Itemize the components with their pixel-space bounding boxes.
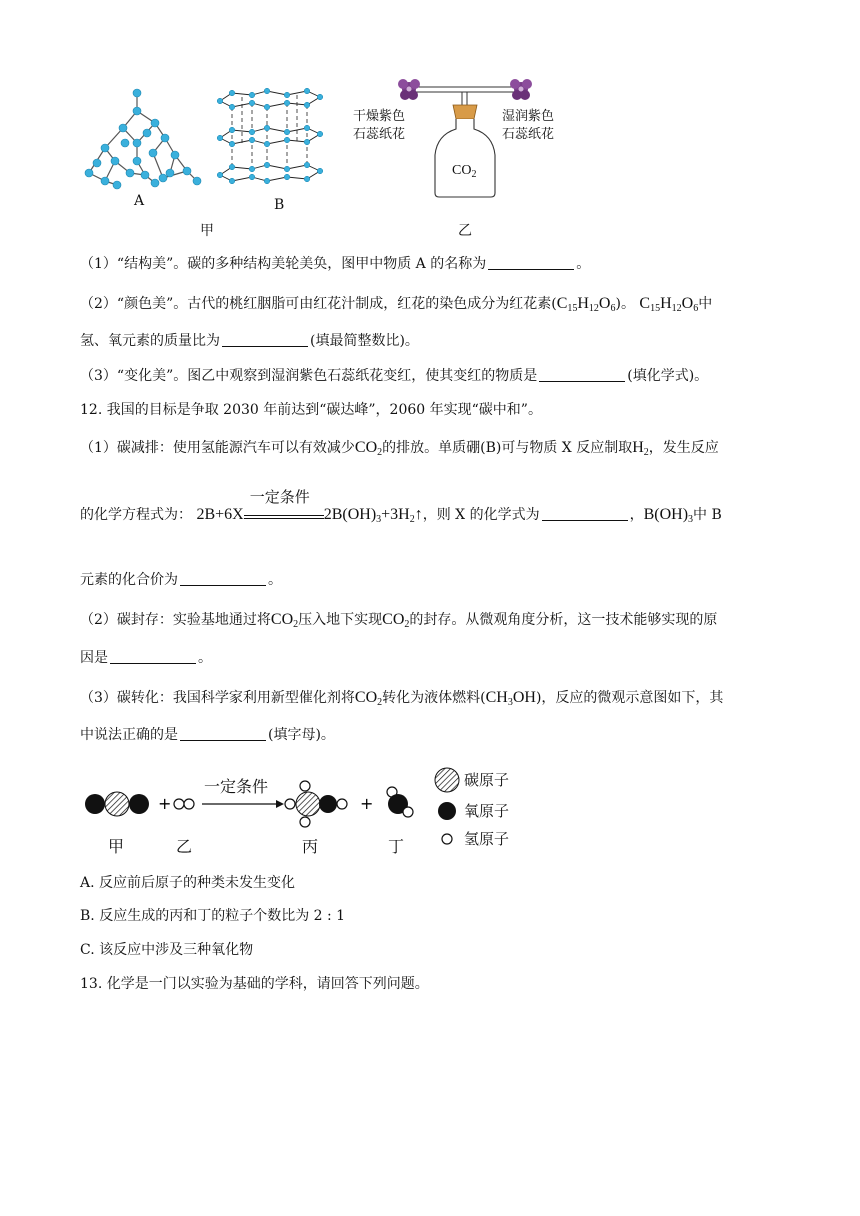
formula-co2: $CO_2$: [354, 439, 383, 458]
formula-c15h12o6-2: $C_{15}H_{12}O_6$: [639, 295, 699, 314]
label-yi-molecule: 乙: [176, 837, 193, 856]
label-jia-molecule: 甲: [108, 837, 125, 856]
label-bing-molecule: 丙: [302, 837, 319, 856]
q11-part2: （2）“颜色美”。古代的桃红胭脂可由红花汁制成，红花的染色成分为红花素$(C_{15}H_{12}O_6)$。 $C_{15}H_{12}O_6$中: [80, 295, 713, 314]
oxygen-atom-icon: [438, 802, 456, 820]
legend-carbon: 碳原子: [464, 771, 510, 789]
carbon-atom-icon: [435, 768, 459, 792]
formula-boh3: $B(OH)_3$: [643, 506, 694, 525]
q12-part1: （1）碳减排：使用氢能源汽车可以有效减少$CO_2$的排放。单质硼(B)可与物质 X 反应制取$H_2$，发生反应: [80, 439, 719, 458]
answer-blank[interactable]: [539, 367, 625, 382]
q12-part3: （3）碳转化：我国科学家利用新型催化剂将$CO_2$转化为液体燃料$(CH_3OH)$，反应的微观示意图如下，其: [80, 689, 724, 708]
label-yi: 乙: [458, 223, 472, 239]
figure-jia-yi: [70, 75, 590, 245]
diamond-structure-illustration: [75, 83, 205, 198]
q13-intro: 13. 化学是一门以实验为基础的学科，请回答下列问题。: [80, 976, 429, 992]
answer-blank[interactable]: [110, 649, 196, 664]
answer-blank[interactable]: [180, 571, 266, 586]
legend-hydrogen: 氢原子: [464, 830, 510, 848]
q11-part3: （3）“变化美”。图乙中观察到湿润紫色石蕊纸花变红，使其变红的物质是 (填化学式)。: [80, 368, 709, 384]
bottle-co2-label: $CO_2$: [452, 163, 477, 180]
svg-text:+: +: [360, 794, 374, 813]
option-B[interactable]: B. 反应生成的丙和丁的粒子个数比为 2 : 1: [80, 908, 346, 924]
graphite-structure-illustration: [212, 83, 327, 198]
wet-flower-caption: 湿润紫色 石蕊纸花: [502, 109, 555, 142]
equation: 2B+6X 一定条件 $2B(OH)_3+3H_2↑$: [196, 488, 423, 525]
label-jia: 甲: [200, 223, 214, 239]
q12-part1c: 元素的化合价为 。: [80, 572, 282, 588]
answer-blank[interactable]: [488, 255, 574, 270]
q12-intro: 12. 我国的目标是争取 2030 年前达到“碳达峰”，2060 年实现“碳中和”。: [80, 402, 542, 418]
q12-part2: （2）碳封存：实验基地通过将$CO_2$压入地下实现$CO_2$的封存。从微观角度分析，这一技术能够实现的原: [80, 611, 718, 630]
hydrogen-atom-icon: [442, 834, 452, 844]
equation-condition: 一定条件: [249, 488, 310, 506]
option-A[interactable]: A. 反应前后原子的种类未发生变化: [80, 875, 296, 891]
svg-text:+: +: [158, 794, 172, 813]
label-ding-molecule: 丁: [388, 837, 405, 856]
q11-part1: （1）“结构美”。碳的多种结构美轮美奂，图甲中物质 A 的名称为 。: [80, 256, 591, 272]
q12-equation-line: 的化学方程式为： 2B+6X 一定条件 $2B(OH)_3+3H_2↑$，则 X 的化学式为 ，$B(OH)_3$中 B: [80, 488, 722, 525]
reaction-diagram: [80, 764, 540, 859]
q11-part2b: 氢、氧元素的质量比为 (填最简整数比)。: [80, 333, 419, 349]
option-C[interactable]: C. 该反应中涉及三种氧化物: [80, 942, 254, 958]
formula-ch3oh: $CH_3OH$: [485, 689, 536, 708]
dry-flower-caption: 干燥紫色 石蕊纸花: [353, 109, 406, 142]
q12-part2b: 因是 。: [80, 650, 212, 666]
q12-part3b: 中说法正确的是 (填字母)。: [80, 727, 335, 743]
label-B: B: [274, 197, 285, 213]
legend-oxygen: 氧原子: [464, 802, 510, 820]
formula-c15h12o6: $C_{15}H_{12}O_6$: [556, 295, 616, 314]
answer-blank[interactable]: [542, 506, 628, 521]
label-A: A: [134, 193, 145, 209]
formula-h2: $H_2$: [632, 439, 649, 458]
reaction-condition: 一定条件: [204, 777, 269, 796]
answer-blank[interactable]: [180, 726, 266, 741]
legend-atoms: [430, 766, 464, 856]
answer-blank[interactable]: [222, 332, 308, 347]
